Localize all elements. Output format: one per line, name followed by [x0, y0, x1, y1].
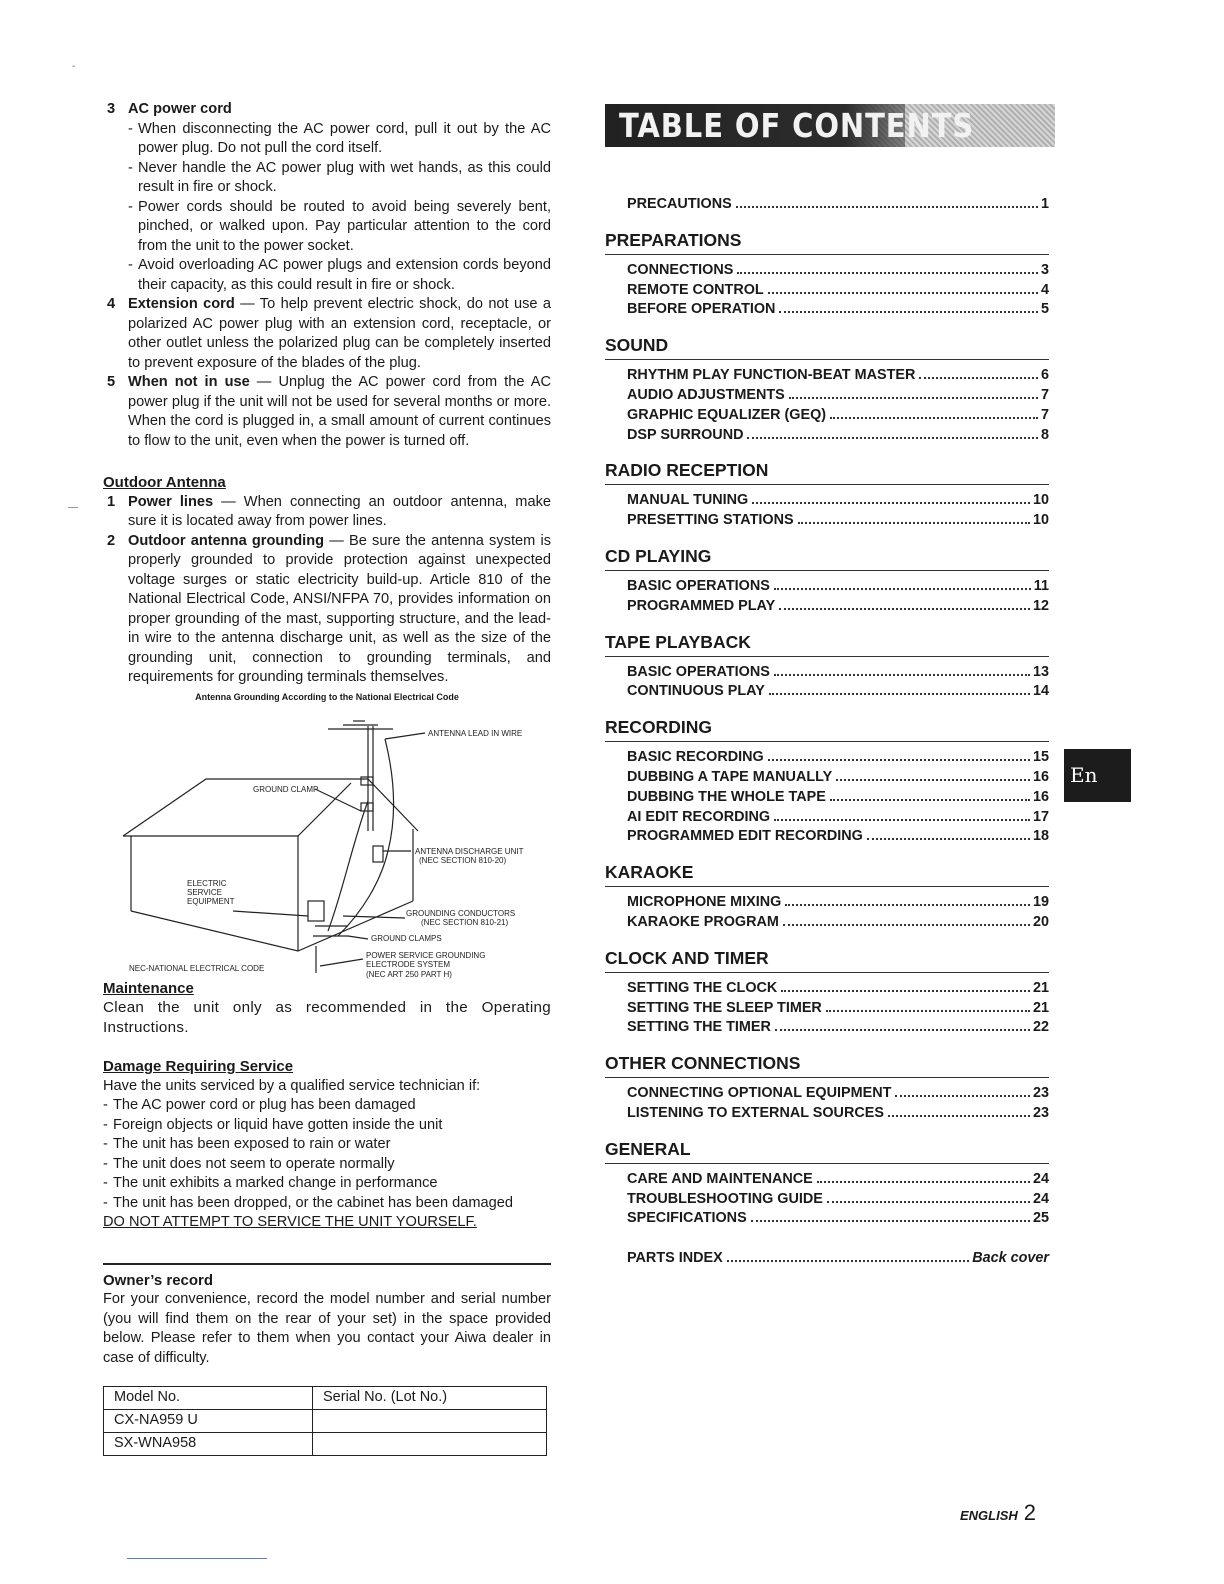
page-number: 2 [1023, 1500, 1037, 1525]
toc-section-heading: CLOCK AND TIMER [605, 947, 1049, 973]
label-nec-art: (NEC ART 250 PART H) [366, 969, 452, 979]
list-item: - The unit exhibits a marked change in performance [103, 1175, 438, 1191]
toc-entry[interactable]: DUBBING A TAPE MANUALLY 16 [627, 768, 1049, 785]
toc-entry[interactable]: LISTENING TO EXTERNAL SOURCES 23 [627, 1104, 1049, 1121]
list-item: - When disconnecting the AC power cord, pull it out by the AC power plug. Do not pull the cord itself. [128, 120, 551, 156]
toc-section [605, 947, 1049, 1038]
label-nec: NEC-NATIONAL ELECTRICAL CODE [129, 963, 265, 973]
label-antenna-lead: ANTENNA LEAD IN WIRE [428, 728, 523, 738]
item-number: 4 [107, 296, 116, 312]
page-footer [960, 1500, 1036, 1526]
toc-sections [605, 229, 1049, 1229]
item-number: 2 [107, 532, 116, 549]
toc-entry[interactable]: PROGRAMMED PLAY 12 [627, 597, 1049, 614]
left-column [103, 100, 551, 1456]
outdoor-antenna-heading: Outdoor Antenna [103, 474, 226, 491]
item-text: — When connecting an outdoor antenna, make sure it is located away from power lines. [128, 493, 551, 529]
toc-entry[interactable]: BASIC OPERATIONS 13 [627, 663, 1049, 680]
item-number: 1 [107, 493, 116, 510]
toc-section-heading: RECORDING [605, 716, 1049, 742]
footer-language: ENGLISH [960, 1508, 1018, 1523]
label-equipment: EQUIPMENT [187, 896, 235, 906]
antenna-grounding-diagram [103, 711, 551, 991]
list-item: - The unit has been exposed to rain or water [103, 1136, 391, 1152]
list-item: - Avoid overloading AC power plugs and extension cords beyond their capacity, as this could result in fire or shock. [128, 257, 551, 293]
table-header: Serial No. (Lot No.) [313, 1387, 547, 1410]
list-item: - The unit has been dropped, or the cabinet has been damaged [103, 1194, 514, 1211]
item-title: AC power cord [128, 101, 232, 117]
toc-section-heading: PREPARATIONS [605, 229, 1049, 255]
toc-entry[interactable]: SETTING THE CLOCK 21 [627, 979, 1049, 996]
label-grounding-conductors: GROUNDING CONDUCTORS [406, 908, 516, 918]
label-grounding-section: (NEC SECTION 810-21) [421, 917, 509, 927]
damage-list [103, 1096, 551, 1213]
toc-entry[interactable]: AUDIO ADJUSTMENTS 7 [627, 386, 1049, 403]
ac-power-cord-item [103, 100, 551, 295]
toc-entry[interactable]: GRAPHIC EQUALIZER (GEQ) 7 [627, 406, 1049, 423]
toc-title: TABLE OF CONTENTS [619, 106, 975, 145]
item-title: Extension cord [128, 296, 235, 312]
toc-section [605, 716, 1049, 847]
power-lines-item [103, 493, 551, 532]
language-tab: En [1064, 749, 1131, 802]
toc-entry[interactable]: BASIC OPERATIONS 11 [627, 577, 1049, 594]
damage-intro: Have the units serviced by a qualified service technician if: [103, 1077, 481, 1094]
owners-record-table [103, 1386, 547, 1456]
item-title: When not in use [128, 374, 250, 390]
toc-section-heading: SOUND [605, 334, 1049, 360]
table-cell: CX-NA959 U [104, 1410, 313, 1433]
toc-section [605, 334, 1049, 445]
maintenance-text: Clean the unit only as recommended in the Operating Instructions. [103, 999, 551, 1036]
toc-entry[interactable]: KARAOKE PROGRAM 20 [627, 913, 1049, 930]
extension-cord-item [103, 295, 551, 373]
table-row [104, 1387, 547, 1410]
label-service: SERVICE [187, 887, 222, 897]
table-cell: SX-WNA958 [104, 1433, 313, 1456]
toc-banner [605, 104, 1055, 147]
toc-entry-precautions[interactable]: PRECAUTIONS 1 [627, 196, 1049, 212]
label-discharge-unit: ANTENNA DISCHARGE UNIT [415, 846, 524, 856]
item-title: Power lines [128, 493, 214, 510]
toc-section [605, 459, 1049, 531]
item-title: Outdoor antenna grounding [128, 532, 325, 549]
toc-section [605, 545, 1049, 617]
table-cell[interactable] [313, 1410, 547, 1433]
toc-entry[interactable]: DUBBING THE WHOLE TAPE 16 [627, 788, 1049, 805]
toc-entry[interactable]: MICROPHONE MIXING 19 [627, 894, 1049, 911]
label-ground-clamp: GROUND CLAMP [253, 784, 319, 794]
label-ground-clamps: GROUND CLAMPS [371, 933, 442, 943]
table-row [104, 1410, 547, 1433]
table-cell[interactable] [313, 1433, 547, 1456]
damage-heading: Damage Requiring Service [103, 1058, 294, 1075]
toc-section-heading: CD PLAYING [605, 545, 1049, 571]
item-number: 5 [107, 374, 116, 390]
toc-section [605, 1138, 1049, 1229]
list-item: - Never handle the AC power plug with wet hands, as this could result in fire or shock. [128, 159, 551, 195]
item-number: 3 [107, 101, 116, 117]
maintenance-heading: Maintenance [103, 979, 194, 997]
divider [103, 1263, 551, 1265]
antenna-grounding-item [103, 532, 551, 688]
toc-entry[interactable]: CONNECTIONS 3 [627, 261, 1049, 278]
toc-section-heading: OTHER CONNECTIONS [605, 1052, 1049, 1078]
toc-entry[interactable]: AI EDIT RECORDING 17 [627, 808, 1049, 825]
scan-mark: — [68, 502, 78, 513]
list-item: - Foreign objects or liquid have gotten inside the unit [103, 1116, 443, 1133]
toc-entry[interactable]: CONNECTING OPTIONAL EQUIPMENT 23 [627, 1085, 1049, 1102]
table-of-contents [605, 195, 1049, 1269]
not-in-use-item [103, 373, 551, 451]
toc-section [605, 631, 1049, 703]
toc-section [605, 1052, 1049, 1124]
toc-entry[interactable]: SETTING THE SLEEP TIMER 21 [627, 999, 1049, 1016]
toc-entry[interactable]: PROGRAMMED EDIT RECORDING 18 [627, 828, 1049, 845]
toc-entry[interactable]: CONTINUOUS PLAY 14 [627, 683, 1049, 700]
diagram-caption: Antenna Grounding According to the National Electrical Code [195, 691, 459, 702]
toc-entry[interactable]: SPECIFICATIONS 25 [627, 1210, 1049, 1227]
scan-mark: - [72, 61, 76, 72]
table-row [104, 1433, 547, 1456]
table-header: Model No. [104, 1387, 313, 1410]
list-item: - The AC power cord or plug has been damaged [103, 1097, 416, 1113]
toc-entry[interactable]: BASIC RECORDING 15 [627, 749, 1049, 766]
toc-entry[interactable]: CARE AND MAINTENANCE 24 [627, 1170, 1049, 1187]
toc-section [605, 229, 1049, 320]
list-item: - The unit does not seem to operate normally [103, 1155, 395, 1172]
toc-entry[interactable]: MANUAL TUNING 10 [627, 492, 1049, 509]
divider [127, 1558, 267, 1559]
item-text: — To help prevent electric shock, do not use a polarized AC power plug with an extension cord, receptacle, or other outlet unless the polarized plug can be completely inserted to prevent exposure of the blades of the plug. [128, 296, 551, 371]
toc-section-heading: TAPE PLAYBACK [605, 631, 1049, 657]
toc-section-heading: KARAOKE [605, 861, 1049, 887]
owners-record-text: For your convenience, record the model number and serial number (you will find them on the rear of your set) in the space provided below. Please refer to them when you contact your Aiwa dealer in case of difficulty. [103, 1291, 551, 1366]
toc-section-heading: GENERAL [605, 1138, 1049, 1164]
toc-section-heading: RADIO RECEPTION [605, 459, 1049, 485]
toc-entry[interactable]: PRESETTING STATIONS 10 [627, 512, 1049, 529]
list-item: - Power cords should be routed to avoid being severely bent, pinched, or walked upon. Pay particular attention to the cord from the unit to the power socket. [128, 198, 551, 254]
owners-record-heading: Owner’s record [103, 1271, 214, 1289]
toc-section [605, 861, 1049, 933]
label-electric: ELECTRIC [187, 878, 227, 888]
toc-entry[interactable]: BEFORE OPERATION 5 [627, 301, 1049, 318]
toc-entry[interactable]: DSP SURROUND 8 [627, 426, 1049, 443]
toc-entry[interactable]: REMOTE CONTROL 4 [627, 281, 1049, 298]
toc-entry-parts-index[interactable]: PARTS INDEX Back cover [627, 1250, 1049, 1267]
item-text: — Be sure the antenna system is properly grounded to provide protection against unexpected voltage surges or static electricity build-up. Article 810 of the National Electrical Code, ANSI/NFPA 70, provides information on proper grounding of the mast, supporting structure, and the lead-in wire to the antenna discharge unit, as well as the size of the grounding unit, connection to grounding terminals, and requirements for grounding terminals themselves. [128, 532, 552, 685]
toc-entry[interactable]: RHYTHM PLAY FUNCTION-BEAT MASTER 6 [627, 367, 1049, 384]
item-text: — Unplug the AC power cord from the AC power plug if the unit will not be used for several months or more. When the cord is plugged in, a small amount of current continues to flow to the unit, even when the power is turned off. [128, 374, 551, 449]
toc-entry[interactable]: TROUBLESHOOTING GUIDE 24 [627, 1190, 1049, 1207]
label-electrode-system: ELECTRODE SYSTEM [366, 959, 451, 969]
label-discharge-section: (NEC SECTION 810-20) [419, 855, 507, 865]
label-power-service: POWER SERVICE GROUNDING [366, 950, 486, 960]
service-warning: DO NOT ATTEMPT TO SERVICE THE UNIT YOURSELF. [103, 1214, 477, 1230]
toc-entry[interactable]: SETTING THE TIMER 22 [627, 1019, 1049, 1036]
